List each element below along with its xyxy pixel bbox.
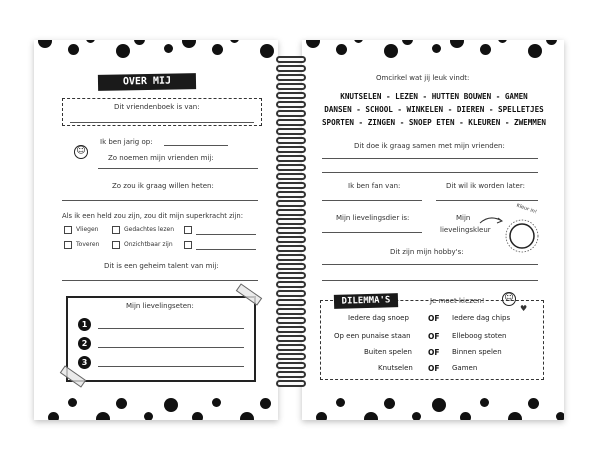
birthday-line[interactable] xyxy=(164,145,228,146)
keyword-line-2: DANSEN - SCHOOL - WINKELEN - DIEREN - SPELLETJES xyxy=(324,105,544,114)
polka-dot xyxy=(164,44,173,53)
polka-dot xyxy=(412,412,421,420)
checkbox-custom-1[interactable] xyxy=(184,226,192,234)
spiral-ring xyxy=(276,119,306,126)
number-2-badge: 2 xyxy=(78,337,91,350)
superpower-label: Als ik een held zou zijn, zou dit mijn superkracht zijn: xyxy=(62,212,244,220)
checkbox-magic[interactable] xyxy=(64,241,72,249)
must-choose-label: Je moet kiezen! xyxy=(430,297,485,305)
polka-dot xyxy=(336,398,345,407)
polka-dot xyxy=(68,44,79,55)
polka-dot xyxy=(384,398,395,409)
spiral-ring xyxy=(276,344,306,351)
dilemma-2-b[interactable]: Elleboog stoten xyxy=(452,332,507,340)
fav-color-label-1: Mijn xyxy=(456,214,471,222)
circle-prompt: Omcirkel wat jij leuk vindt: xyxy=(376,74,470,82)
custom-power-line-2[interactable] xyxy=(196,249,256,250)
spiral-ring xyxy=(276,326,306,333)
polka-dot xyxy=(260,44,274,58)
polka-dot xyxy=(68,398,77,407)
kleur-in-label: Kleur in! xyxy=(515,202,538,216)
book-of-label: Dit vriendenboek is van: xyxy=(114,103,200,111)
food-line-3[interactable] xyxy=(98,366,244,367)
heart-icon: ♥ xyxy=(520,304,528,313)
spiral-ring xyxy=(276,83,306,90)
polka-dot xyxy=(116,398,127,409)
become-later-line[interactable] xyxy=(436,200,538,201)
spiral-ring xyxy=(276,137,306,144)
dilemma-1-or: OF xyxy=(428,314,440,323)
checkbox-mindread[interactable] xyxy=(112,226,120,234)
spiral-ring xyxy=(276,353,306,360)
spiral-ring xyxy=(276,362,306,369)
nickname-line[interactable] xyxy=(98,168,258,169)
power-label-magic: Toveren xyxy=(76,241,100,248)
polka-dot xyxy=(134,40,145,45)
dilemma-3-a[interactable]: Buiten spelen xyxy=(364,348,412,356)
number-3-badge: 3 xyxy=(78,356,91,369)
spiral-ring xyxy=(276,191,306,198)
polka-dot xyxy=(230,40,239,43)
polka-dot xyxy=(48,412,59,420)
spiral-ring xyxy=(276,371,306,378)
polka-dot xyxy=(480,44,491,55)
polka-dot xyxy=(384,44,398,58)
dilemma-3-or: OF xyxy=(428,348,440,357)
spiral-ring xyxy=(276,272,306,279)
food-line-2[interactable] xyxy=(98,347,244,348)
polka-dot xyxy=(508,412,522,420)
spiral-ring xyxy=(276,110,306,117)
owner-line[interactable] xyxy=(70,122,254,123)
checkbox-invisible[interactable] xyxy=(112,241,120,249)
spiral-ring xyxy=(276,335,306,342)
dilemma-1-b[interactable]: Iedere dag chips xyxy=(452,314,511,322)
spiral-ring xyxy=(276,236,306,243)
polka-dot xyxy=(260,398,271,409)
spiral-ring xyxy=(276,101,306,108)
spiral-binding xyxy=(276,56,306,386)
with-friends-line-1[interactable] xyxy=(322,158,538,159)
spiral-ring xyxy=(276,245,306,252)
spiral-ring xyxy=(276,146,306,153)
food-line-1[interactable] xyxy=(98,328,244,329)
fan-of-label: Ik ben fan van: xyxy=(348,182,401,190)
spiral-ring xyxy=(276,182,306,189)
polka-dot xyxy=(364,412,378,420)
polka-dot xyxy=(498,40,507,43)
polka-dot xyxy=(402,40,413,45)
polka-dot xyxy=(354,40,363,43)
spiral-ring xyxy=(276,56,306,63)
polka-dot xyxy=(432,44,441,53)
spiral-ring xyxy=(276,200,306,207)
smiley-icon-2: ☺ xyxy=(502,292,516,306)
polka-dot xyxy=(450,40,464,48)
spiral-ring xyxy=(276,317,306,324)
spiral-ring xyxy=(276,380,306,387)
polka-dot xyxy=(212,398,221,407)
spiral-ring xyxy=(276,164,306,171)
polka-dot xyxy=(192,412,203,420)
hobbies-line-1[interactable] xyxy=(322,264,538,265)
spiral-ring xyxy=(276,173,306,180)
favorite-food-label: Mijn lievelingseten: xyxy=(126,302,194,310)
dilemma-2-or: OF xyxy=(428,332,440,341)
polka-dot xyxy=(240,412,254,420)
hobbies-line-2[interactable] xyxy=(322,280,538,281)
hobbies-label: Dit zijn mijn hobby's: xyxy=(390,248,464,256)
nickname-label: Zo noemen mijn vrienden mij: xyxy=(108,154,214,162)
page-title: OVER MIJ xyxy=(98,73,196,91)
spiral-ring xyxy=(276,74,306,81)
spiral-ring xyxy=(276,227,306,234)
polka-dot xyxy=(38,40,52,48)
fav-animal-line[interactable] xyxy=(322,232,422,233)
with-friends-label: Dit doe ik graag samen met mijn vrienden: xyxy=(354,142,505,150)
become-later-label: Dit wil ik worden later: xyxy=(446,182,525,190)
checkbox-custom-2[interactable] xyxy=(184,241,192,249)
polka-dot xyxy=(182,40,196,48)
polka-dot xyxy=(546,40,557,45)
spiral-ring xyxy=(276,65,306,72)
polka-dot xyxy=(116,44,130,58)
polka-dot xyxy=(316,412,327,420)
fav-animal-label: Mijn lievelingsdier is: xyxy=(336,214,410,222)
dilemma-3-b[interactable]: Binnen spelen xyxy=(452,348,502,356)
wish-name-label: Zo zou ik graag willen heten: xyxy=(112,182,214,190)
polka-dot xyxy=(164,398,178,412)
dilemma-2-a[interactable]: Op een punaise staan xyxy=(334,332,411,340)
dilemma-1-a[interactable]: Iedere dag snoep xyxy=(348,314,409,322)
smiley-icon: ☺ xyxy=(74,145,88,159)
wish-name-line[interactable] xyxy=(62,200,258,201)
power-label-fly: Vliegen xyxy=(76,226,99,233)
polka-dot xyxy=(86,40,95,43)
checkbox-fly[interactable] xyxy=(64,226,72,234)
spiral-ring xyxy=(276,218,306,225)
polka-dot xyxy=(144,412,153,420)
with-friends-line-2[interactable] xyxy=(322,172,538,173)
spiral-ring xyxy=(276,308,306,315)
talent-line[interactable] xyxy=(62,280,258,281)
birthday-label: Ik ben jarig op: xyxy=(100,138,153,146)
custom-power-line-1[interactable] xyxy=(196,234,256,235)
spiral-ring xyxy=(276,128,306,135)
dilemma-title: DILEMMA'S xyxy=(334,293,398,309)
fan-of-line[interactable] xyxy=(322,200,422,201)
dilemma-4-a[interactable]: Knutselen xyxy=(378,364,413,372)
spiral-ring xyxy=(276,92,306,99)
fav-color-label-2: lievelingskleur xyxy=(440,226,491,234)
polka-dot xyxy=(528,398,539,409)
polka-dot xyxy=(480,398,489,407)
polka-dot xyxy=(96,412,110,420)
polka-dot xyxy=(528,44,542,58)
color-circle[interactable] xyxy=(500,214,544,254)
keyword-line-3: SPORTEN - ZINGEN - SNOEP ETEN - KLEUREN - ZWEMMEN xyxy=(321,118,547,127)
spiral-ring xyxy=(276,299,306,306)
keyword-line-1: KNUTSELEN - LEZEN - HUTTEN BOUWEN - GAMEN xyxy=(340,92,528,101)
spiral-ring xyxy=(276,281,306,288)
power-label-invisible: Onzichtbaar zijn xyxy=(124,241,173,248)
polka-dot xyxy=(556,412,564,420)
spiral-ring xyxy=(276,290,306,297)
dilemma-4-or: OF xyxy=(428,364,440,373)
spiral-ring xyxy=(276,209,306,216)
polka-dot xyxy=(460,412,471,420)
polka-dot xyxy=(336,44,347,55)
polka-dot xyxy=(212,44,223,55)
spiral-ring xyxy=(276,254,306,261)
talent-label: Dit is een geheim talent van mij: xyxy=(104,262,219,270)
polka-dot xyxy=(432,398,446,412)
power-label-mindread: Gedachtes lezen xyxy=(124,226,175,233)
spiral-ring xyxy=(276,155,306,162)
dilemma-4-b[interactable]: Gamen xyxy=(452,364,478,372)
number-1-badge: 1 xyxy=(78,318,91,331)
spiral-ring xyxy=(276,263,306,270)
polka-dot xyxy=(306,40,320,48)
